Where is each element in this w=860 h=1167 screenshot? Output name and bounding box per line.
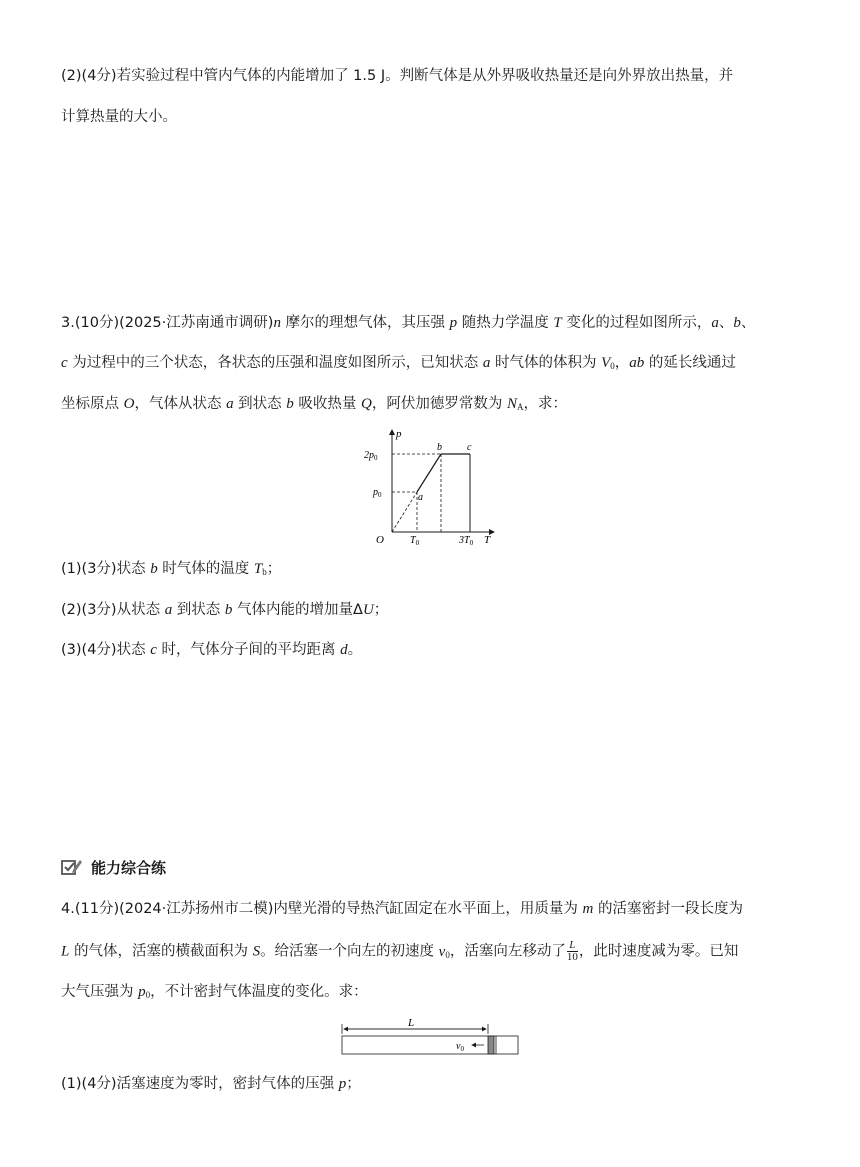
var-L: L bbox=[61, 943, 70, 960]
q4-line2 bbox=[61, 940, 738, 965]
text: 的延长线通过 bbox=[644, 355, 736, 371]
text: ，求： bbox=[523, 396, 567, 412]
subscript: 0 bbox=[445, 949, 450, 960]
var-U: U bbox=[362, 602, 374, 618]
checkbox-pen-icon bbox=[61, 858, 83, 876]
q3-sub2 bbox=[61, 600, 388, 620]
var-b: b bbox=[286, 396, 294, 412]
text: (2)(3分)从状态 bbox=[61, 602, 165, 618]
var-V: V bbox=[601, 355, 611, 371]
tick-2p0-main: 2p bbox=[364, 450, 374, 461]
text: 随热力学温度 bbox=[457, 315, 554, 331]
var-a: a bbox=[482, 355, 491, 371]
var-p: p bbox=[449, 315, 458, 331]
tick-T0-sub: 0 bbox=[415, 539, 420, 547]
q2-part2-line1: (2)(4分)若实验过程中管内气体的内能增加了 1.5 J。判断气体是从外界吸收热量还是向外界放出热量，并 bbox=[61, 68, 734, 84]
var-N: N bbox=[506, 396, 517, 412]
text: ； bbox=[346, 1076, 361, 1092]
var-V0 bbox=[601, 355, 615, 371]
text: 的活塞密封一段长度为 bbox=[593, 901, 743, 917]
numerator: L bbox=[567, 940, 578, 952]
point-c-label: c bbox=[467, 442, 472, 453]
x-axis-label: T bbox=[484, 534, 491, 546]
text: 气体内能的增加量Δ bbox=[232, 602, 363, 618]
tick-3T0 bbox=[458, 535, 474, 547]
subscript: 0 bbox=[610, 361, 615, 371]
subscript: 0 bbox=[145, 990, 151, 1000]
var-v0 bbox=[439, 944, 450, 960]
q2-part2-line2: 计算热量的大小。 bbox=[61, 109, 177, 125]
var-c: c bbox=[61, 355, 68, 371]
text: ，活塞向左移动了 bbox=[449, 943, 566, 960]
text: 。 bbox=[347, 642, 363, 658]
q3-header: 3.(10分)(2025·江苏南通市调研) bbox=[61, 315, 274, 331]
var-p: p bbox=[138, 984, 146, 1000]
text: 大气压强为 bbox=[61, 984, 139, 1000]
text: ，不计密封气体温度的变化。求： bbox=[150, 984, 368, 1000]
tick-p0 bbox=[372, 487, 382, 499]
text: 4.(11分)(2024·江苏扬州市二模)内壁光滑的导热汽缸固定在水平面上，用质量为 bbox=[61, 901, 583, 917]
length-label: L bbox=[408, 1017, 415, 1029]
text: 摩尔的理想气体，其压强 bbox=[280, 315, 450, 331]
p-T-graph bbox=[360, 426, 500, 548]
subscript: A bbox=[516, 402, 524, 412]
var-a: a bbox=[226, 396, 234, 412]
var-p: p bbox=[338, 1076, 347, 1092]
text: 时气体的体积为 bbox=[490, 355, 602, 371]
var-O: O bbox=[123, 396, 135, 412]
q3-sub1 bbox=[61, 559, 281, 582]
var-S: S bbox=[252, 943, 261, 960]
tick-3T0-main: 3T bbox=[459, 535, 470, 546]
denominator: 10 bbox=[566, 951, 578, 963]
text: 、 bbox=[718, 315, 734, 331]
text: 时，气体分子间的平均距离 bbox=[156, 642, 341, 658]
var-m: m bbox=[582, 901, 594, 917]
section-header bbox=[61, 856, 166, 878]
text: 坐标原点 bbox=[61, 396, 124, 412]
text: (3)(4分)状态 bbox=[61, 642, 151, 658]
var-T: T bbox=[253, 561, 263, 577]
var-NA bbox=[507, 396, 524, 412]
text: ，阿伏加德罗常数为 bbox=[371, 396, 507, 412]
var-T: T bbox=[553, 315, 562, 331]
origin-label: O bbox=[376, 534, 384, 546]
q3-line2 bbox=[61, 353, 736, 376]
process-a-b bbox=[417, 454, 441, 492]
var-a: a bbox=[164, 602, 173, 618]
tick-p0-sub: 0 bbox=[378, 491, 382, 499]
text: 为过程中的三个状态，各状态的压强和温度如图所示，已知状态 bbox=[67, 355, 483, 371]
tick-T0 bbox=[410, 535, 420, 547]
text: ，此时速度减为零。已知 bbox=[578, 943, 739, 960]
point-b-label: b bbox=[437, 442, 442, 453]
text: 时气体的温度 bbox=[157, 561, 254, 577]
q3-line3 bbox=[61, 394, 567, 417]
var-v: v bbox=[438, 943, 446, 960]
text: 的气体，活塞的横截面积为 bbox=[69, 943, 253, 960]
var-ab: ab bbox=[629, 355, 645, 371]
dashed-line bbox=[392, 492, 417, 532]
subscript: b bbox=[262, 567, 267, 577]
var-Tb bbox=[254, 561, 267, 577]
text: ，气体从状态 bbox=[134, 396, 227, 412]
text: (1)(4分)活塞速度为零时，密封气体的压强 bbox=[61, 1076, 339, 1092]
var-p0 bbox=[138, 984, 150, 1000]
section-title: 能力综合练 bbox=[91, 858, 167, 877]
q4-line1 bbox=[61, 899, 743, 919]
var-b: b bbox=[224, 602, 233, 618]
var-b: b bbox=[150, 561, 158, 577]
cylinder-diagram bbox=[338, 1016, 522, 1060]
velocity-sub: 0 bbox=[460, 1045, 464, 1053]
var-Q: Q bbox=[361, 396, 372, 412]
var-c: c bbox=[150, 642, 157, 658]
text: (1)(3分)状态 bbox=[61, 561, 151, 577]
q4-line3 bbox=[61, 982, 368, 1005]
point-a-label: a bbox=[418, 492, 423, 503]
text: 到状态 bbox=[172, 602, 225, 618]
tick-T0-main: T bbox=[410, 535, 416, 546]
tick-2p0 bbox=[364, 450, 378, 462]
var-d: d bbox=[340, 642, 348, 658]
q3-sub3 bbox=[61, 640, 362, 660]
q4-sub1 bbox=[61, 1074, 361, 1094]
text: ， bbox=[614, 355, 630, 371]
var-a: a bbox=[711, 315, 719, 331]
var-b: b bbox=[733, 315, 741, 331]
text: 。给活塞一个向左的初速度 bbox=[260, 943, 439, 960]
text: 变化的过程如图所示， bbox=[561, 315, 712, 331]
text: ； bbox=[373, 602, 389, 618]
velocity-main: v bbox=[456, 1041, 461, 1052]
q3-line1 bbox=[61, 313, 755, 333]
var-n: n bbox=[273, 315, 281, 331]
tick-3T0-sub: 0 bbox=[469, 539, 474, 547]
text: 吸收热量 bbox=[293, 396, 361, 412]
fraction-L-10 bbox=[567, 940, 578, 963]
y-axis-label: p bbox=[396, 428, 402, 440]
text: ； bbox=[266, 561, 282, 577]
piston bbox=[488, 1036, 494, 1054]
tick-2p0-sub: 0 bbox=[374, 454, 378, 462]
text: 到状态 bbox=[233, 396, 287, 412]
tick-p0-main: p bbox=[373, 487, 378, 498]
text: 、 bbox=[740, 315, 756, 331]
